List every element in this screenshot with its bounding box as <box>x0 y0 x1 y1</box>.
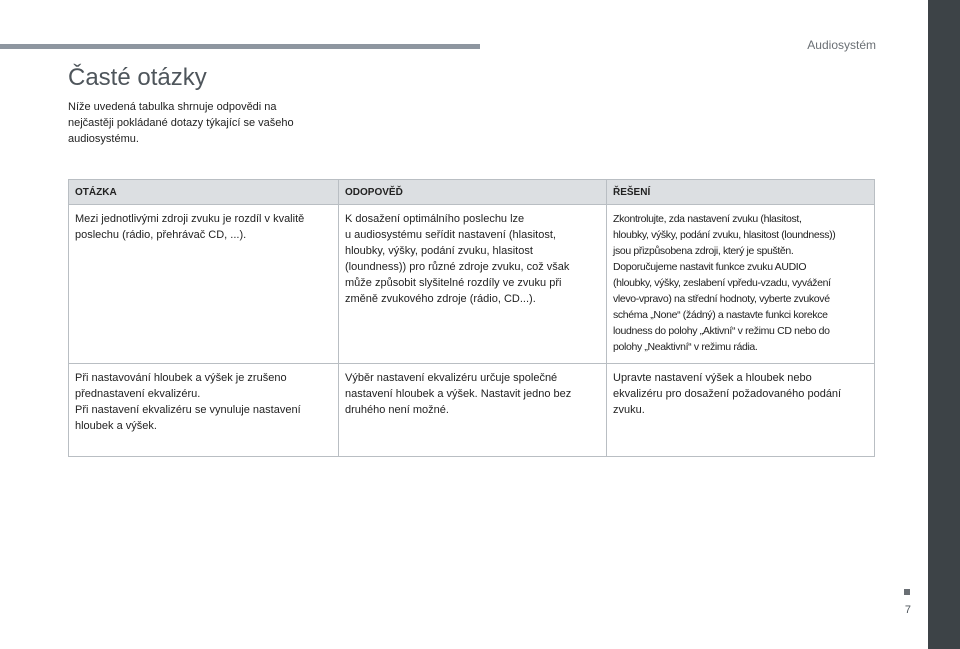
cell-line: schéma „None“ (žádný) a nastavte funkci korekce <box>613 309 828 321</box>
table-row <box>69 364 875 457</box>
page-number: 7 <box>904 604 911 616</box>
cell-line: jsou přizpůsobena zdroji, který je spuštěn. <box>613 245 794 257</box>
cell-line: (hloubky, výšky, zeslabení vpředu-vzadu, vyvážení <box>613 277 831 289</box>
cell-line: nastavení hloubek a výšek. Nastavit jedno bez <box>345 388 572 400</box>
cell-line: Při nastavení ekvalizéru se vynuluje nastavení <box>75 404 301 416</box>
cell-line: přednastavení ekvalizéru. <box>75 388 201 400</box>
cell-line: hloubky, výšky, podání zvuku, hlasitost <box>345 245 533 257</box>
cell-line: polohy „Neaktivní“ v režimu rádia. <box>613 341 758 353</box>
column-header-question: OTÁZKA <box>69 180 339 205</box>
answer-cell <box>339 205 607 364</box>
solution-cell <box>607 364 875 457</box>
column-header-answer: ODOPOVĚĎ <box>339 180 607 205</box>
answer-cell <box>339 364 607 457</box>
cell-line: u audiosystému seřídit nastavení (hlasitost, <box>345 229 556 241</box>
cell-line: může způsobit slyšitelné rozdíly ve zvuku při <box>345 277 562 289</box>
cell-line: hloubky, výšky, podání zvuku, hlasitost (loundness)) <box>613 229 836 241</box>
intro-line: audiosystému. <box>68 133 139 145</box>
cell-line: zvuku. <box>613 404 645 416</box>
cell-line: (loundness)) pro různé zdroje zvuku, což však <box>345 261 570 273</box>
header-rule <box>0 44 480 49</box>
side-bar <box>928 0 960 649</box>
intro-line: Níže uvedená tabulka shrnuje odpovědi na <box>68 101 277 113</box>
cell-line: Zkontrolujte, zda nastavení zvuku (hlasitost, <box>613 213 802 225</box>
cell-line: Při nastavování hloubek a výšek je zrušeno <box>75 372 287 384</box>
cell-line: Výběr nastavení ekvalizéru určuje společné <box>345 372 558 384</box>
cell-line: ekvalizéru pro dosažení požadovaného podání <box>613 388 842 400</box>
table-header-row <box>69 180 875 205</box>
cell-line: Mezi jednotlivými zdroji zvuku je rozdíl v kvalitě <box>75 213 305 225</box>
column-header-solution: ŘEŠENÍ <box>607 180 875 205</box>
page-title: Časté otázky <box>68 64 207 91</box>
cell-line: Doporučujeme nastavit funkce zvuku AUDIO <box>613 261 807 273</box>
cell-line: K dosažení optimálního poslechu lze <box>345 213 525 225</box>
cell-line: loudness do polohy „Aktivní“ v režimu CD nebo do <box>613 325 830 337</box>
cell-line: změně zvukového zdroje (rádio, CD...). <box>345 293 536 305</box>
intro-text <box>68 99 328 147</box>
page-marker-dot <box>904 589 910 595</box>
table-row <box>69 205 875 364</box>
faq-table <box>68 179 875 457</box>
cell-line: vlevo-vpravo) na střední hodnoty, vyberte zvukové <box>613 293 830 305</box>
cell-line: poslechu (rádio, přehrávač CD, ...). <box>75 229 247 241</box>
question-cell <box>69 364 339 457</box>
solution-cell <box>607 205 875 364</box>
intro-line: nejčastěji pokládané dotazy týkající se vašeho <box>68 117 294 129</box>
cell-line: Upravte nastavení výšek a hloubek nebo <box>613 372 812 384</box>
question-cell <box>69 205 339 364</box>
cell-line: hloubek a výšek. <box>75 420 157 432</box>
cell-line: druhého není možné. <box>345 404 449 416</box>
section-header: Audiosystém <box>807 38 876 52</box>
